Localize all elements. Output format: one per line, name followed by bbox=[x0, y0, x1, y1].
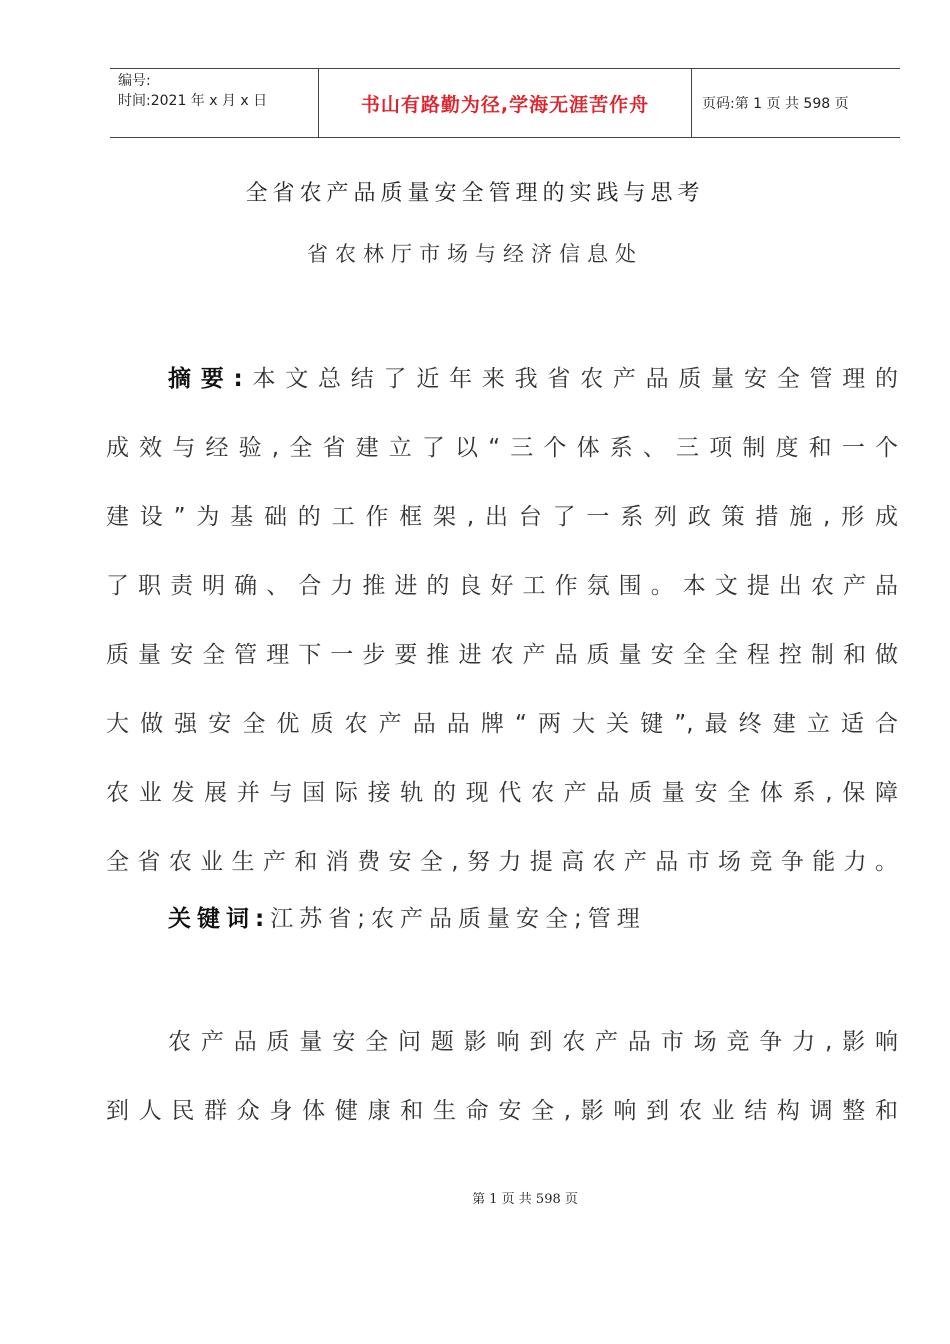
body-first-line: 农产品质量安全问题影响到农产品市场竞争力,影响 bbox=[168, 1029, 898, 1055]
keywords-line bbox=[168, 900, 898, 933]
abstract-line: 全省农业生产和消费安全,努力提高农产品市场竞争能力。 bbox=[106, 849, 898, 875]
abstract-line: 农业发展并与国际接轨的现代农产品质量安全体系,保障 bbox=[106, 780, 898, 806]
abstract-line: 质量安全管理下一步要推进农产品质量安全全程控制和做 bbox=[106, 642, 898, 668]
header-motto: 书山有路勤为径,学海无涯苦作舟 bbox=[318, 69, 692, 137]
abstract-first-line bbox=[168, 360, 898, 393]
abstract-label: 摘要: bbox=[168, 366, 243, 392]
page-footer: 第 1 页 共 598 页 bbox=[472, 1192, 578, 1207]
abstract-line: 大做强安全优质农产品品牌“两大关键”,最终建立适合 bbox=[106, 711, 898, 737]
abstract-text: 本文总结了近年来我省农产品质量安全管理的 bbox=[242, 366, 899, 392]
abstract-line: 成效与经验,全省建立了以“三个体系、三项制度和一个 bbox=[106, 435, 898, 461]
document-header bbox=[110, 68, 900, 138]
body-line: 到人民群众身体健康和生命安全,影响到农业结构调整和 bbox=[106, 1098, 898, 1124]
header-page-info: 页码:第 1 页 共 598 页 bbox=[702, 96, 849, 112]
number-label: 编号: bbox=[118, 73, 151, 89]
document-title: 全省农产品质量安全管理的实践与思考 bbox=[245, 181, 705, 206]
keywords-text: 江苏省;农产品质量安全;管理 bbox=[270, 906, 646, 932]
header-meta bbox=[110, 69, 318, 137]
abstract-line: 了职责明确、合力推进的良好工作氛围。本文提出农产品 bbox=[106, 573, 898, 599]
document-subtitle: 省农林厅市场与经济信息处 bbox=[307, 242, 643, 266]
time-label: 时间:2021 年 x 月 x 日 bbox=[118, 93, 268, 109]
abstract-line: 建设”为基础的工作框架,出台了一系列政策措施,形成 bbox=[106, 504, 898, 530]
keywords-label: 关键词: bbox=[168, 906, 271, 932]
